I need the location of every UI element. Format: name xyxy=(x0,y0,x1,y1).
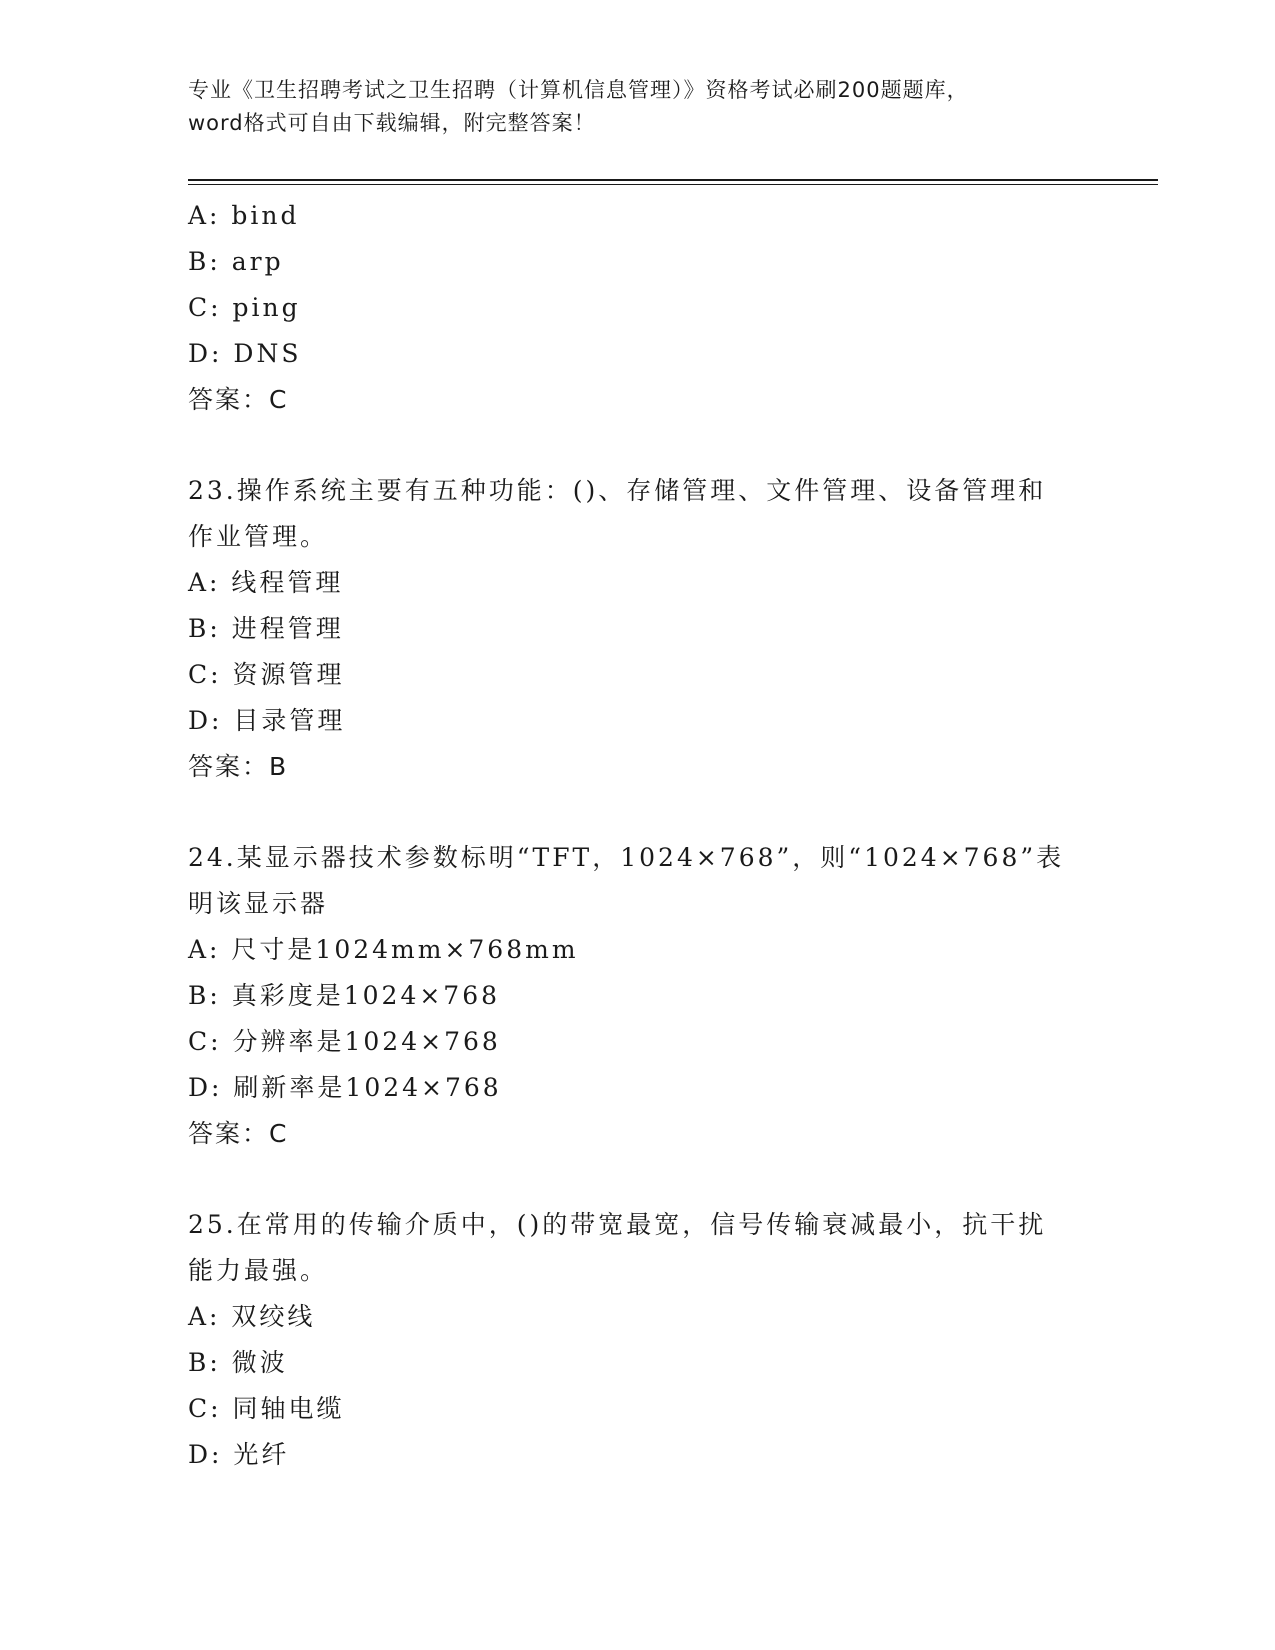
spacer xyxy=(188,790,1088,835)
option-c: C: 分辨率是1024×768 xyxy=(188,1027,501,1056)
option-d: D: 刷新率是1024×768 xyxy=(188,1073,502,1102)
header-divider-thin xyxy=(188,184,1158,185)
answer-label: 答案：B xyxy=(188,752,289,781)
option-d: D: DNS xyxy=(188,339,302,368)
question-stem-line-2: 作业管理。 xyxy=(188,522,329,551)
document-header xyxy=(188,74,1088,140)
option-c: C: 同轴电缆 xyxy=(188,1394,345,1423)
document-page xyxy=(188,0,1158,1650)
question-22 xyxy=(188,193,1088,423)
header-divider-thick xyxy=(188,179,1158,181)
question-25 xyxy=(188,1202,1088,1478)
option-c: C: 资源管理 xyxy=(188,660,345,689)
question-stem-line-1: 25.在常用的传输介质中，()的带宽最宽，信号传输衰减最小，抗干扰 xyxy=(188,1210,1047,1239)
question-list xyxy=(188,193,1088,1478)
spacer xyxy=(188,1157,1088,1202)
option-a: A: 尺寸是1024mm×768mm xyxy=(188,935,579,964)
spacer xyxy=(188,423,1088,468)
option-a: A: bind xyxy=(188,201,300,230)
option-b: B: 微波 xyxy=(188,1348,288,1377)
answer-label: 答案：C xyxy=(188,385,289,414)
question-stem-line-2: 明该显示器 xyxy=(188,889,329,918)
question-24 xyxy=(188,835,1088,1157)
option-a: A: 线程管理 xyxy=(188,568,344,597)
header-title-line-2: word格式可自由下载编辑，附完整答案！ xyxy=(188,111,596,135)
option-d: D: 光纤 xyxy=(188,1440,290,1469)
option-b: B: arp xyxy=(188,247,284,276)
question-stem-line-1: 23.操作系统主要有五种功能：()、存储管理、文件管理、设备管理和 xyxy=(188,476,1047,505)
option-b: B: 进程管理 xyxy=(188,614,344,643)
header-title-line-1: 专业《卫生招聘考试之卫生招聘（计算机信息管理）》资格考试必刷200题题库， xyxy=(188,78,969,102)
option-c: C: ping xyxy=(188,293,301,322)
question-stem-line-2: 能力最强。 xyxy=(188,1256,329,1285)
question-stem-line-1: 24.某显示器技术参数标明“TFT，1024×768”，则“1024×768”表 xyxy=(188,843,1065,872)
question-23 xyxy=(188,468,1088,790)
option-b: B: 真彩度是1024×768 xyxy=(188,981,501,1010)
option-d: D: 目录管理 xyxy=(188,706,346,735)
option-a: A: 双绞线 xyxy=(188,1302,316,1331)
answer-label: 答案：C xyxy=(188,1119,289,1148)
